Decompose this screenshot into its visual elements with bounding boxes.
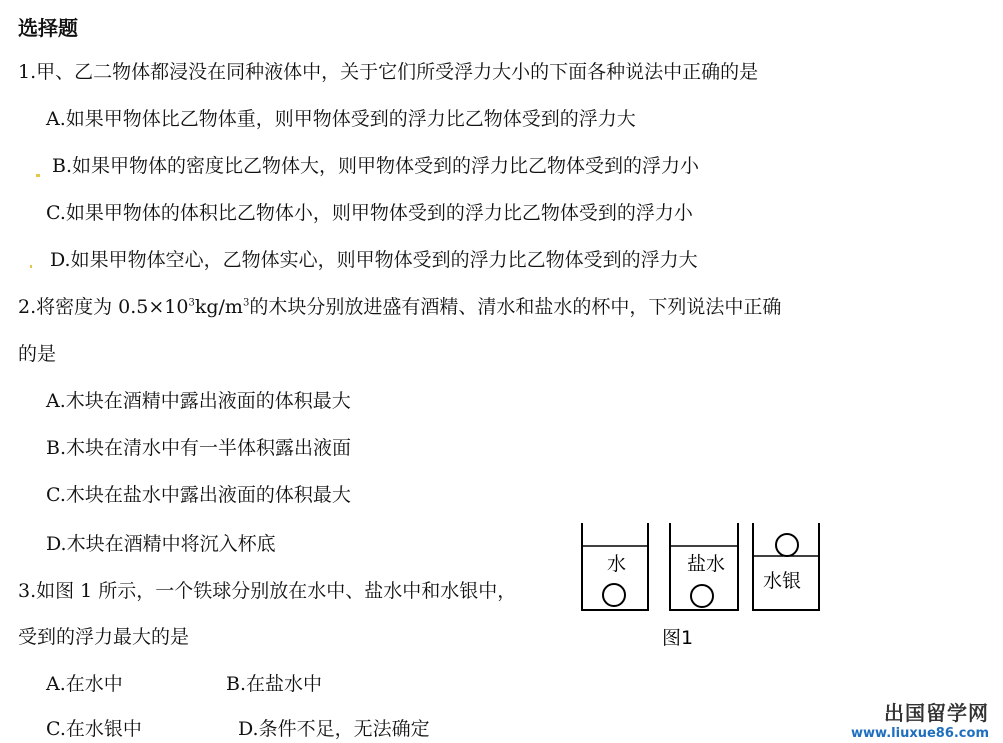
q2-exp-1: 3 [188,297,195,309]
q2-stem-post: 的木块分别放进盛有酒精、清水和盐水的杯中，下列说法中正确 [249,296,782,318]
q1-option-a: A.如果甲物体比乙物体重，则甲物体受到的浮力比乙物体受到的浮力大 [46,108,636,130]
section-title: 选择题 [18,16,78,40]
q2-option-d: D.木块在酒精中将沉入杯底 [46,533,276,555]
q3-option-d: D.条件不足，无法确定 [238,718,430,740]
q3-option-c: C.在水银中 [46,718,142,740]
q2-stem-mid: kg/m [194,296,243,318]
iron-ball-water [603,584,625,606]
q2-stem [18,295,781,319]
beaker-label-water: 水 [607,553,627,575]
beaker-label-mercury: 水银 [763,570,802,592]
q3-stem: 3.如图 1 所示，一个铁球分别放在水中、盐水中和水银中， [18,580,517,602]
iron-ball-salt-water [691,585,713,607]
q2-stem-continued: 的是 [18,343,57,365]
q1-stem: 1.甲、乙二物体都浸没在同种液体中，关于它们所受浮力大小的下面各种说法中正确的是 [18,61,759,83]
q3-option-b: B.在盐水中 [226,673,323,695]
q1-option-b: B.如果甲物体的密度比乙物体大，则甲物体受到的浮力比乙物体受到的浮力小 [52,155,700,177]
q2-stem-pre: 2.将密度为 0.5×10 [18,296,189,318]
q3-stem-continued: 受到的浮力最大的是 [18,626,190,648]
beaker-label-salt-water: 盐水 [687,553,726,575]
q1-option-d: D.如果甲物体空心，乙物体实心，则甲物体受到的浮力比乙物体受到的浮力大 [50,249,698,271]
scan-mark [30,265,32,268]
q2-option-b: B.木块在清水中有一半体积露出液面 [46,437,352,459]
watermark-logo [851,697,989,741]
q1-option-c: C.如果甲物体的体积比乙物体小，则甲物体受到的浮力比乙物体受到的浮力小 [46,202,693,224]
iron-ball-mercury [776,534,798,556]
scan-mark [36,174,40,177]
figure-caption: 图1 [662,627,694,649]
watermark-site-name: 出国留学网 [884,701,989,725]
watermark-url: www.liuxue86.com [851,726,989,741]
q3-option-a: A.在水中 [46,673,123,695]
q2-exp-2: 3 [242,297,250,309]
q2-option-a: A.木块在酒精中露出液面的体积最大 [46,390,351,412]
q2-option-c: C.木块在盐水中露出液面的体积最大 [46,484,351,506]
